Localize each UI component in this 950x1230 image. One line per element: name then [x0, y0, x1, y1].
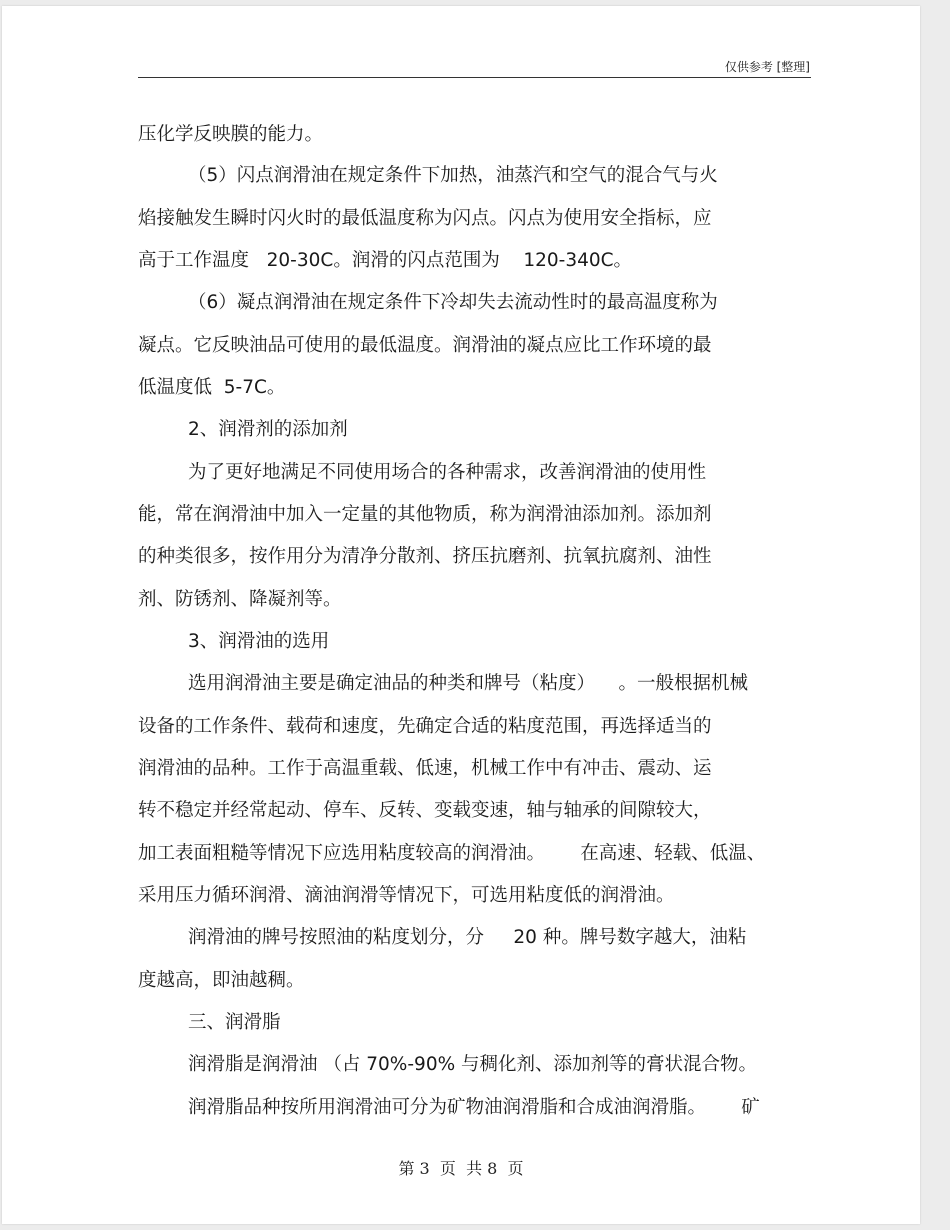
body-line: 加工表面粗糙等情况下应选用粘度较高的润滑油。 在高速、轻载、低温、	[138, 843, 766, 864]
body-line: 度越高，即油越稠。	[138, 970, 305, 991]
body-line: 设备的工作条件、载荷和速度，先确定合适的粘度范围，再选择适当的	[138, 716, 712, 737]
body-line: 剂、防锈剂、降凝剂等。	[138, 589, 342, 610]
header-rule	[138, 77, 811, 78]
body-line: 润滑脂是润滑油 （占 70%-90% 与稠化剂、添加剂等的膏状混合物。	[188, 1054, 758, 1075]
body-line: 选用润滑油主要是确定油品的种类和牌号（粘度） 。一般根据机械	[188, 673, 749, 694]
body-line: 凝点。它反映油品可使用的最低温度。润滑油的凝点应比工作环境的最	[138, 335, 712, 356]
section-heading: 2、润滑剂的添加剂	[188, 419, 348, 440]
document-page	[2, 6, 920, 1224]
body-line: 焰接触发生瞬时闪火时的最低温度称为闪点。闪点为使用安全指标，应	[138, 208, 712, 229]
body-line: 为了更好地满足不同使用场合的各种需求，改善润滑油的使用性	[188, 462, 707, 483]
body-line: 压化学反映膜的能力。	[138, 124, 324, 145]
body-line: 能，常在润滑油中加入一定量的其他物质，称为润滑油添加剂。添加剂	[138, 504, 712, 525]
section-heading: 3、润滑油的选用	[188, 631, 330, 652]
body-line: （5）闪点润滑油在规定条件下加热，油蒸汽和空气的混合气与火	[188, 165, 718, 186]
section-heading: 三、润滑脂	[188, 1012, 281, 1033]
header-text: 仅供参考 [整理]	[724, 60, 810, 74]
body-line: 润滑油的牌号按照油的粘度划分，分 20 种。牌号数字越大，油粘	[188, 927, 747, 948]
body-line: （6）凝点润滑油在规定条件下冷却失去流动性时的最高温度称为	[188, 292, 718, 313]
body-line: 转不稳定并经常起动、停车、反转、变载变速，轴与轴承的间隙较大，	[138, 800, 712, 821]
body-line: 的种类很多，按作用分为清净分散剂、挤压抗磨剂、抗氧抗腐剂、油性	[138, 546, 712, 567]
body-line: 低温度低 5-7C。	[138, 377, 286, 398]
body-line: 高于工作温度 20-30C。润滑的闪点范围为 120-340C。	[138, 250, 633, 271]
body-line: 润滑油的品种。工作于高温重载、低速，机械工作中有冲击、震动、运	[138, 758, 712, 779]
body-line: 润滑脂品种按所用润滑油可分为矿物油润滑脂和合成油润滑脂。 矿	[188, 1097, 760, 1118]
page-footer: 第 3 页 共 8 页	[398, 1159, 524, 1178]
body-line: 采用压力循环润滑、滴油润滑等情况下，可选用粘度低的润滑油。	[138, 885, 675, 906]
